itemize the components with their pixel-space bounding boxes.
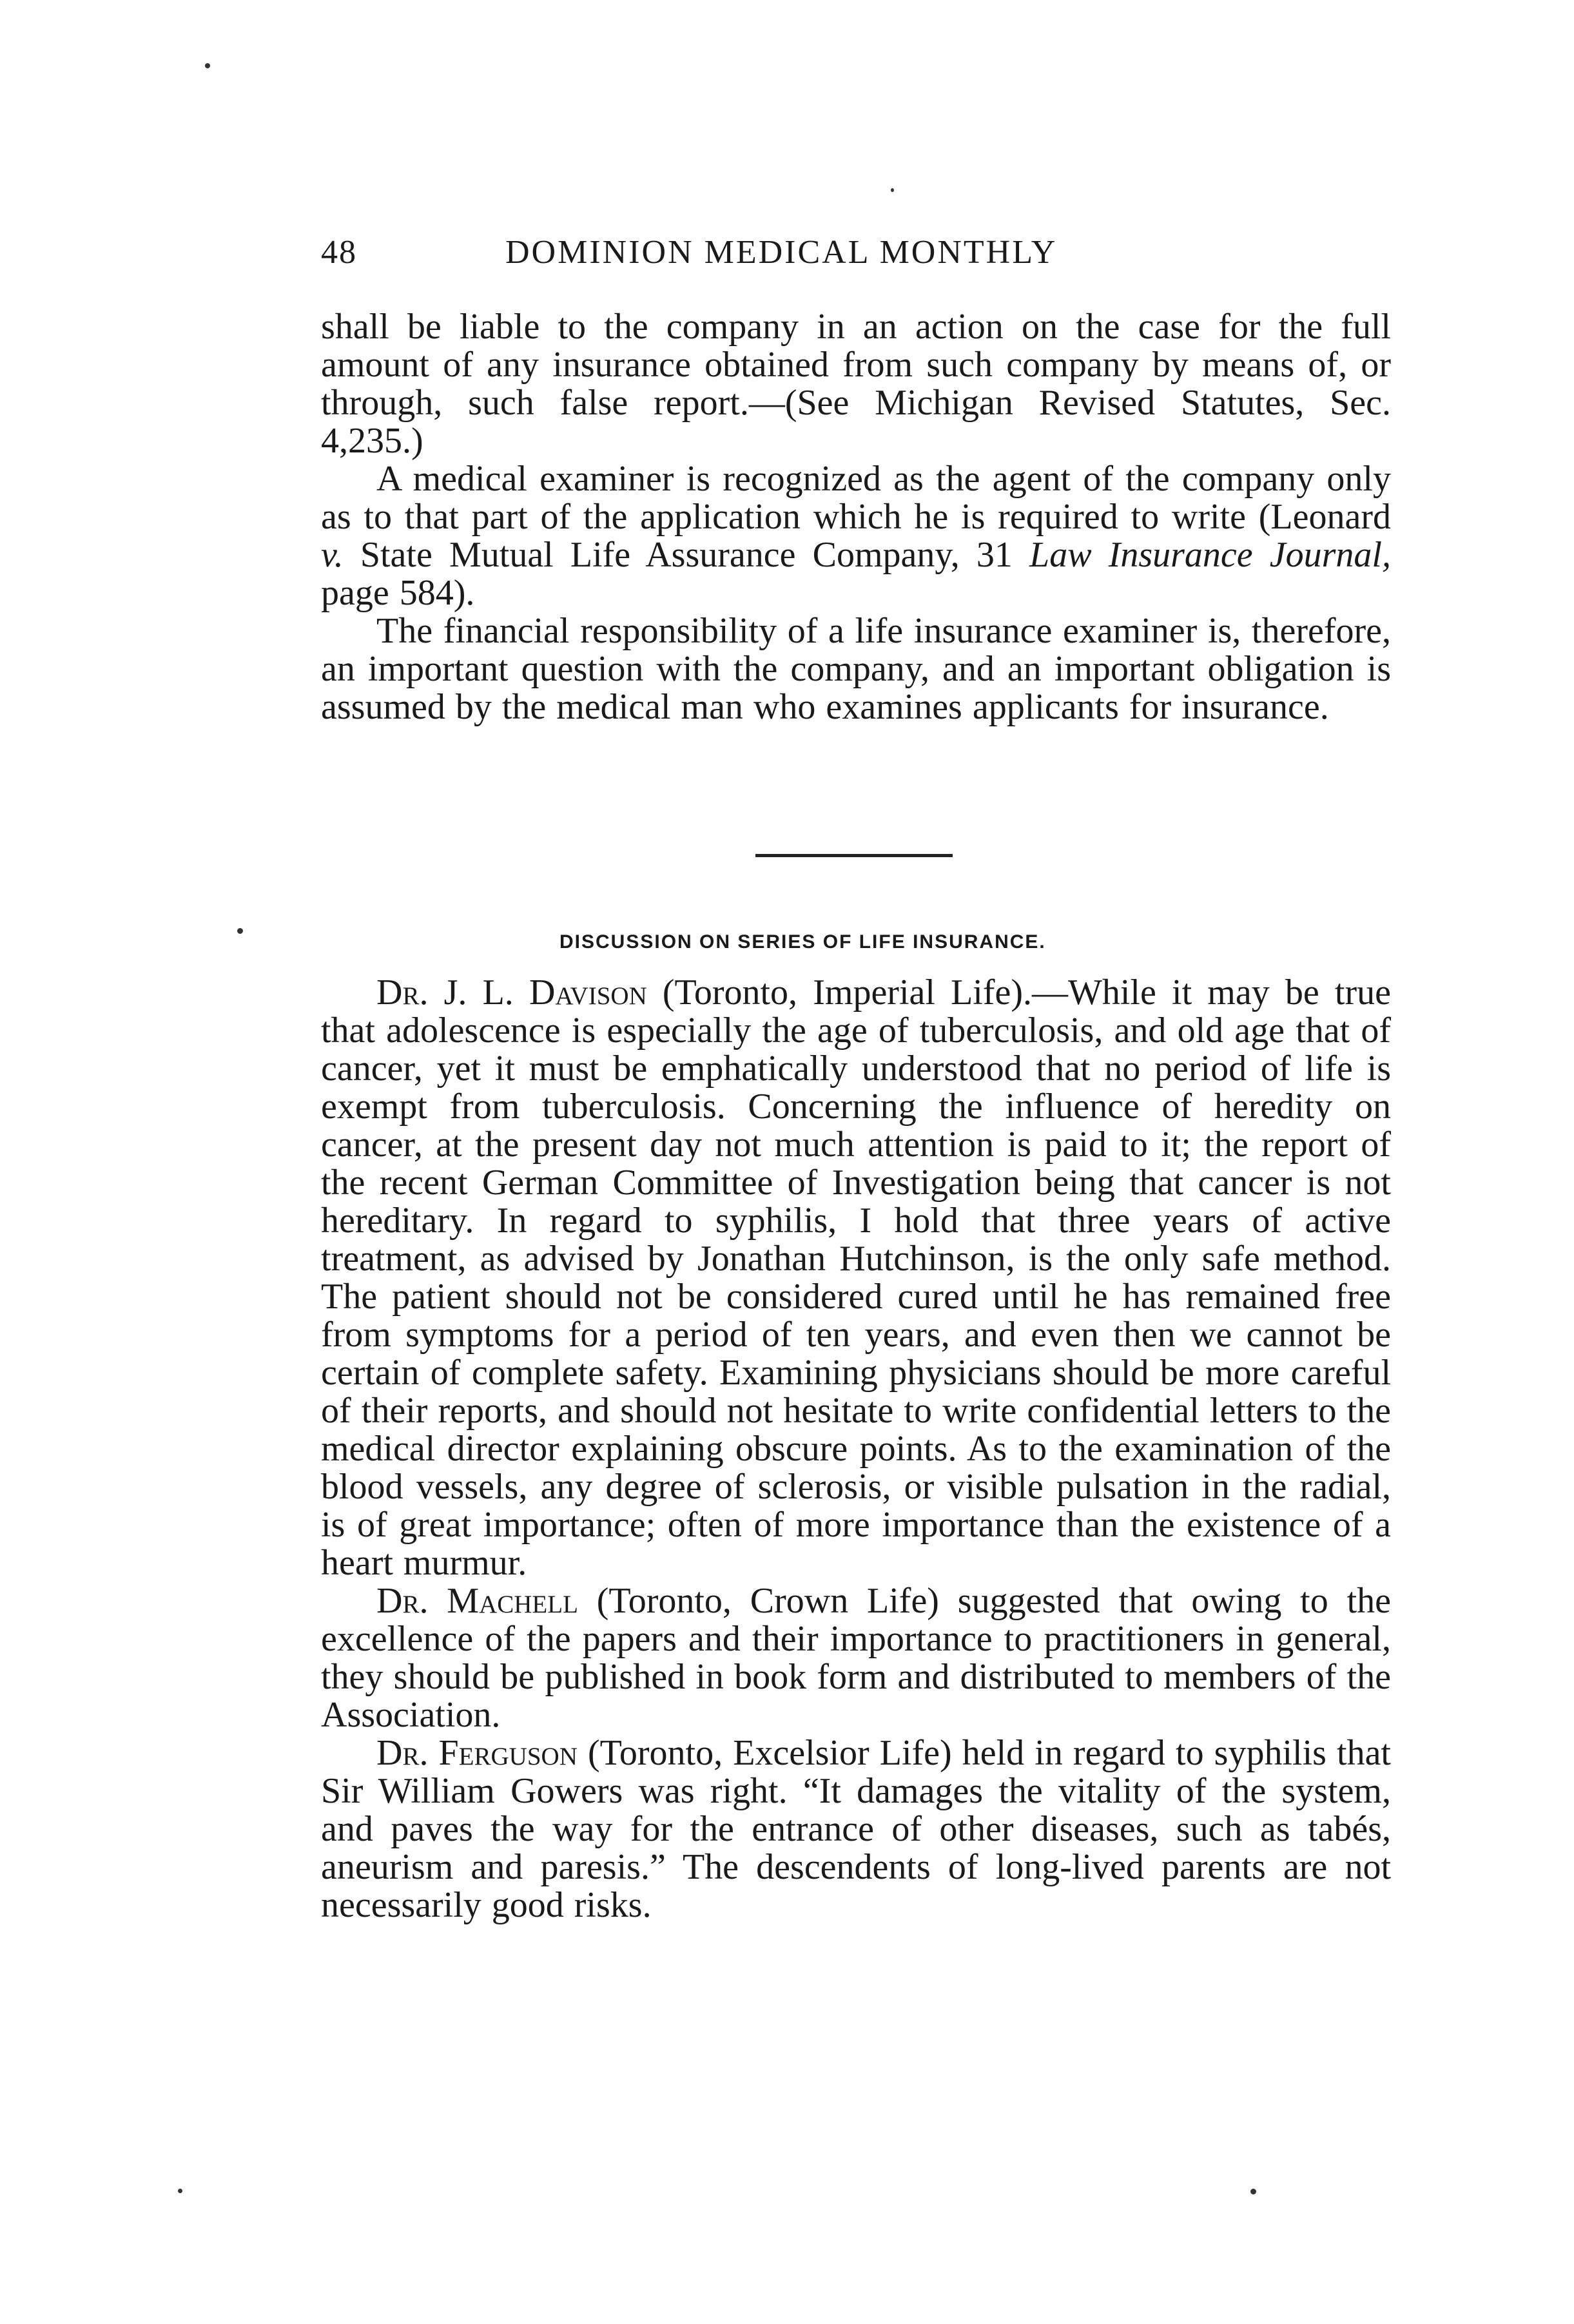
discussion-text-block — [321, 974, 1391, 1924]
paragraph-financial-responsibility: The financial responsibility of a life insurance examiner is, therefore, an important question with the company, and an important obligation is assumed by the medical man who examines applicants for insurance. — [321, 611, 1391, 727]
discussion-text: (Toronto, Crown Life) suggested that owing to the excellence of the papers and their importance to practitioners in general, they should be published in book form and distributed to members of the Association. — [321, 1581, 1391, 1735]
paragraph-text: State Mutual Life Assurance Company, 31 — [343, 535, 1030, 575]
section-divider — [755, 854, 953, 857]
discussion-machell — [321, 1582, 1391, 1734]
discussion-text: (Toronto, Imperial Life).—While it may be true that adolescence is especially the age of tuberculosis, and old age that of cancer, yet it must be emphatically understood that no period of life is exempt from tuberculosis. Concerning the influence of heredity on cancer, at the present day not much attention is paid to it; the report of the recent German Committee of Investigation being that cancer is not hereditary. In regard to syphilis, I hold that three years of active treatment, as advised by Jonathan Hutchinson, is the only safe method. The patient should not be considered cured until he has remained free from symptoms for a period of ten years, and even then we cannot be certain of complete safety. Examining physicians should be more careful of their reports, and should not hesitate to write confidential letters to the medical director explaining obscure points. As to the examination of the blood vessels, any degree of sclerosis, or visible pulsation in the radial, is of great importance; often of more importance than the existence of a heart murmur. — [321, 973, 1391, 1583]
speaker-name: Dr. J. L. Davison — [376, 973, 647, 1012]
scan-speck — [178, 2189, 182, 2193]
speaker-name: Dr. Machell — [376, 1581, 578, 1621]
discussion-text: (Toronto, Excelsior Life) held in regard to syphilis that Sir William Gowers was right. “It damages the vitality of the system, and paves the way for the entrance of other diseases, such as tabés, aneurism and paresis.” The descendents of long-lived parents are not necessarily good risks. — [321, 1733, 1391, 1925]
scan-speck — [205, 63, 210, 68]
page-header — [321, 233, 1204, 285]
page-number: 48 — [321, 234, 357, 271]
paragraph-text: page 584). — [321, 573, 475, 613]
discussion-ferguson — [321, 1734, 1391, 1924]
case-versus: v. — [321, 535, 344, 575]
scan-speck — [237, 928, 243, 934]
top-text-block — [321, 308, 1391, 726]
paragraph-text: A medical examiner is recognized as the agent of the company only as to that part of the application which he is required to write (Leonard — [321, 459, 1391, 537]
discussion-davison — [321, 974, 1391, 1582]
scan-speck — [891, 188, 894, 192]
paragraph-false-report: shall be liable to the company in an action on the case for the full amount of any insurance obtained from such company by means of, or through, such false report.—(See Michigan Revised Statutes, Sec. 4,235.) — [321, 307, 1391, 461]
scan-speck — [1250, 2189, 1256, 2194]
paragraph-medical-examiner-agent — [321, 460, 1391, 612]
speaker-name: Dr. Ferguson — [376, 1733, 578, 1773]
section-heading: DISCUSSION ON SERIES OF LIFE INSURANCE. — [559, 931, 1046, 953]
journal-citation: Law Insurance Journal, — [1029, 535, 1391, 575]
running-title: DOMINION MEDICAL MONTHLY — [505, 234, 1058, 271]
